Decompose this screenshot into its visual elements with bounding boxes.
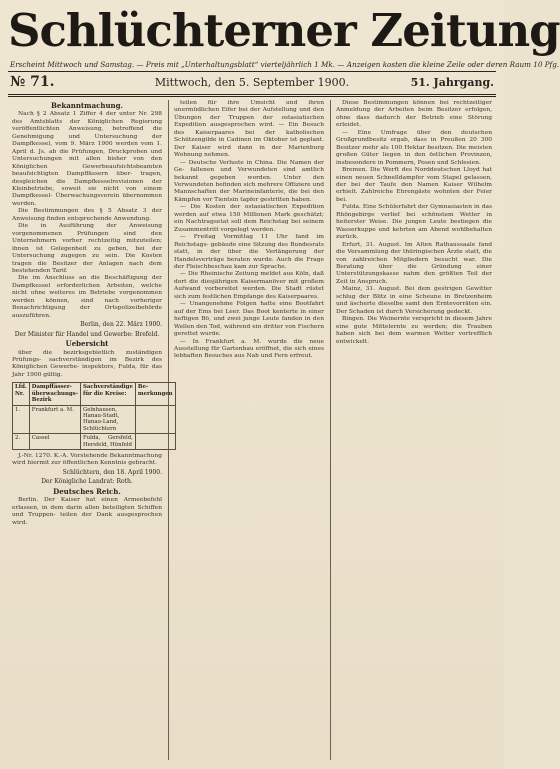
top-rule bbox=[8, 71, 496, 72]
paragraph: Die im Anschluss an die Beschäftigung der Dampfkessel erforderlichen Arbeiten, welche nicht ohne weiteres im Betriebe vorgenommen werden können, sind nach vorheriger Benachrichtigung der Ortspolizeibehörde auszuführen. bbox=[12, 275, 162, 319]
issue-bar bbox=[10, 74, 494, 92]
dateline: Schlüchtern, den 18. April 1900. bbox=[62, 468, 162, 476]
paragraph: Nach § 2 Absatz 1 Ziffer 4 der unter Nr. 298 des Amtsblatts der Königlichen Regierung veröffentlichten Anweisung, betreffend die Genehmigung und Untersuchung der Dampfkessel, vom 9. März 1900 werden vom 1. April d. Js. ab die Prüfungen, Druckproben und Untersuchungen mit allen bisher von den Königlichen Gewerbeaufsichtsbeamten beaufsichtigten Dampffässern über- tragen, desgleichen die Dampfkesselrevisionen der Kleinbetriebe, soweit sie nicht von einem Dampfkessel- Überwachungsverein übernommen werden. bbox=[12, 111, 162, 207]
section-heading: Uebersicht bbox=[65, 339, 109, 349]
table-row bbox=[13, 434, 176, 450]
column-divider-2 bbox=[330, 100, 331, 760]
table-cell: 1. bbox=[13, 405, 30, 434]
column-1 bbox=[12, 100, 173, 760]
paragraph: Mainz, 31. August. Bei dem gestrigen Gewitter schlug der Blitz in eine Scheune in Bretzenheim und äscherte dieselbe samt den Erntevorräten ein. Der Schaden ist durch Versicherung gedeckt. bbox=[336, 286, 492, 315]
table-header-row bbox=[13, 383, 176, 405]
paragraph: Bingen. Die Weinernte verspricht in diesem Jahre eine gute Mittelernte zu werden; die Trauben haben sich bei dem warmen Wetter vortrefflich entwickelt. bbox=[336, 316, 492, 345]
table-cell bbox=[135, 405, 175, 434]
inspector-table bbox=[12, 382, 176, 450]
issue-year: 51. Jahrgang. bbox=[410, 76, 494, 89]
signature: Der Königliche Landrat: Roth. bbox=[41, 478, 133, 486]
table-cell bbox=[135, 434, 175, 450]
issue-number: № 71. bbox=[10, 74, 55, 90]
section-heading: Deutsches Reich. bbox=[53, 486, 121, 496]
table-cell: Fulda, Gersfeld, Hersfeld, Hünfeld bbox=[80, 434, 135, 450]
table-header: Be- merkungen bbox=[135, 383, 175, 405]
subscription-line: Erscheint Mittwoch und Samstag. — Preis mit „Unterhaltungsblatt“ vierteljährlich 1 Mk. — Anzeigen kosten die kleine Zeile oder deren Raum 10 Pfg. bbox=[10, 60, 560, 69]
table-cell: Frankfurt a. M. bbox=[29, 405, 80, 434]
paragraph: — In Frankfurt a. M. wurde die neue Ausstellung für Gartenbau eröffnet, die sich eines lebhaften Besuches aus Nah und Fern erfreut. bbox=[174, 338, 324, 360]
paragraph: J.-Nr. 1270. K.-A. Vorstehende Bekanntmachung wird hiermit zur öffentlichen Kenntnis gebracht. bbox=[12, 452, 162, 467]
newspaper-title: Schlüchterner Zeitung bbox=[8, 4, 560, 57]
paragraph: Bremen. Die Werft des Norddeutschen Lloyd hat einen neuen Schnelldampfer vom Stapel gelassen, der bei der Taufe den Namen Kaiser Wilhelm erhielt. Zahlreiche Ehrengäste wohnten der Feier bei. bbox=[336, 167, 492, 203]
table-header: Sachverständige für die Kreise: bbox=[80, 383, 135, 405]
paragraph: — Deutsche Verluste in China. Die Namen der Ge- fallenen und Verwundeten sind amtlich bekannt gegeben worden. Unter den Verwundeten befinden sich mehrere Offiziere und Mannschaften der Marineinfanterie, die bei den Kämpfen vor Tientsin tapfer gestritten haben. bbox=[174, 159, 324, 203]
table-header: Dampffässer- überwachungs- Bezirk bbox=[29, 383, 80, 405]
column-2 bbox=[174, 100, 324, 760]
signature: Der Minister für Handel und Gewerbe: Brefeld. bbox=[14, 330, 160, 338]
table-cell: 2. bbox=[13, 434, 30, 450]
issue-rule-top bbox=[8, 94, 496, 95]
paragraph: Die Bestimmungen des § 5 Absatz 3 der Anweisung finden entsprechende Anwendung. bbox=[12, 208, 162, 222]
issue-rule-bottom bbox=[8, 96, 496, 97]
table-row bbox=[13, 405, 176, 434]
paragraph: — Die Rheinische Zeitung meldet aus Köln, daß dort die diesjährigen Kaisermanöver mit großem Aufwand vorbereitet werden. Die Stadt rüstet sich zum festlichen Empfange des Kaiserpaares. bbox=[174, 271, 324, 300]
paragraph: Die in Ausführung der Anweisung vorgenommenen Prüfungen sind den Unternehmern vorher rechtzeitig mitzuteilen; ihnen ist Gelegenheit zu geben, bei der Untersuchung zugegen zu sein. Die Kosten tragen die Besitzer der Anlagen nach dem bestehenden Tarif. bbox=[12, 223, 162, 274]
paragraph: — Freitag Vormittag 11 Uhr fand im Reichstags- gebäude eine Sitzung des Bundesrats statt, in der über die Verlängerung der Handelsverträge beraten wurde. Auch die Frage der Fleischbeschau kam zur Sprache. bbox=[174, 234, 324, 270]
section-heading: Bekanntmachung. bbox=[51, 101, 123, 110]
paragraph: über die bezirksgebietlich zuständigen Prüfungs- sachverständigen im Bezirk des Königlichen Gewerbe- inspektors, Fulda, für das Jahr 1900 gültig. bbox=[12, 349, 162, 378]
paragraph: teilen für ihre Umsicht und ihren unermüdlichen Eifer bei der Aufstellung und den Übungen der Truppen der ostasiatischen Expedition ausgesprochen wird. — Ein Besuch des Kaiserpaares bei der katholischen Schützengilde in Cadinen im Oktober ist geplant. Der Kaiser wird dann in der Marienburg Wohnung nehmen. bbox=[174, 100, 324, 159]
masthead bbox=[8, 4, 560, 57]
dateline: Berlin, den 22. März 1900. bbox=[80, 321, 162, 329]
table-cell: Gelnhausen, Hanau-Stadt, Hanau-Land, Schlüchtern bbox=[80, 405, 135, 434]
table-header: Lfd. Nr. bbox=[13, 383, 30, 405]
column-3 bbox=[336, 100, 492, 760]
paragraph: — Die Kosten der ostasiatischen Expedition werden auf etwa 150 Millionen Mark geschätzt; ein Nachtragsetat soll dem Reichstag bei seinem Zusammentritt vorgelegt werden. bbox=[174, 204, 324, 233]
issue-date: Mittwoch, den 5. September 1900. bbox=[154, 76, 350, 89]
paragraph: Diese Bestimmungen können bei rechtzeitiger Anmeldung der Arbeiten beim Besitzer erfolgen, ohne dass dadurch der Betrieb eine Störung erleidet. bbox=[336, 100, 492, 129]
paragraph: Erfurt, 31. August. Im Alten Rathaussaale fand die Versammlung der thüringischen Ärzte statt, die von zahlreichen Mitgliedern besucht war. Die Beratung über die Gründung einer Unterstützungskasse nahm den größten Teil der Zeit in Anspruch. bbox=[336, 241, 492, 285]
paragraph: — Eine Umfrage über den deutschen Großgrundbesitz ergab, dass in Preußen 20 300 Besitzer mehr als 100 Hektar besitzen. Die meisten großen Güter liegen in den östlichen Provinzen, insbesondere in Pommern, Posen und Schlesien. bbox=[336, 129, 492, 166]
table-cell: Cassel bbox=[29, 434, 80, 450]
paragraph: — Unangenehme Folgen hatte eine Bootfahrt auf der Ems bei Leer. Das Boot kenterte in einer heftigen Bö, und zwei junge Leute fanden in den Wellen den Tod, während ein dritter von Fischern gerettet wurde. bbox=[174, 301, 324, 338]
paragraph: Fulda. Eine Schülerfahrt der Gymnasiasten in das Rhöngebirge verlief bei schönstem Wetter in heiterster Weise. Die jungen Leute bestiegen die Wasserkuppe und kehrten am Abend wohlbehalten zurück. bbox=[336, 204, 492, 241]
paragraph: Berlin. Der Kaiser hat einen Armeebefehl erlassen, in dem darin allen beteiligten Schiffen und Truppen- teilen der Dank ausgesprochen wird. bbox=[12, 497, 162, 526]
